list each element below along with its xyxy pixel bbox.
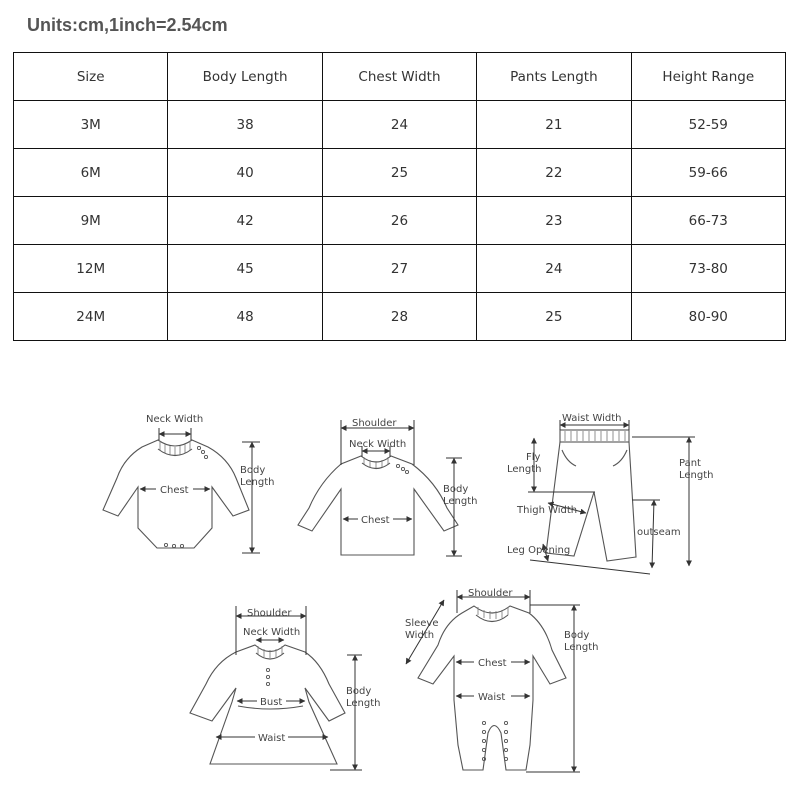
label-sleeve-width: Sleeve [405,618,439,629]
cell-pants-length: 21 [477,101,631,149]
label-fly-length: Fly [526,452,541,463]
cell-chest-width: 27 [322,245,476,293]
table-row [14,101,786,149]
label-waist-width: Waist Width [562,413,622,424]
cell-size: 24M [14,293,168,341]
header-body-length: Body Length [168,53,322,101]
table-row [14,245,786,293]
label-chest: Chest [160,485,189,496]
label-neck-width: Neck Width [146,414,204,425]
label-shoulder: Shoulder [247,608,292,619]
label-pant-length: Pant [679,458,701,469]
label-outseam: outseam [637,527,681,538]
romper-outline [418,606,566,770]
cell-pants-length: 24 [477,245,631,293]
label-body-length-2: Length [346,698,381,709]
label-waist: Waist [258,733,286,744]
cell-size: 9M [14,197,168,245]
bodysuit-diagram [103,414,275,553]
units-note: Units:cm,1inch=2.54cm [27,15,228,35]
label-bust: Bust [260,697,283,708]
cell-body-length: 45 [168,245,322,293]
pants-outline [546,442,636,561]
cell-chest-width: 25 [322,149,476,197]
table-row [14,149,786,197]
label-neck-width: Neck Width [243,627,301,638]
label-body-length: Body [564,630,590,641]
label-body-length-2: Length [240,477,275,488]
cell-pants-length: 22 [477,149,631,197]
cell-size: 3M [14,101,168,149]
label-shoulder: Shoulder [352,418,397,429]
label-waist: Waist [478,692,506,703]
header-chest-width: Chest Width [322,53,476,101]
cell-chest-width: 24 [322,101,476,149]
pants-diagram [507,413,714,574]
cell-size: 12M [14,245,168,293]
label-body-length-2: Length [564,642,599,653]
measurement-diagrams [0,395,800,800]
table-row [14,293,786,341]
cell-height-range: 73-80 [631,245,785,293]
label-body-length: Body [443,484,469,495]
cell-chest-width: 28 [322,293,476,341]
dress-diagram [190,606,381,770]
cell-body-length: 38 [168,101,322,149]
table-header-row [14,53,786,101]
table-row [14,197,786,245]
cell-height-range: 52-59 [631,101,785,149]
size-chart-table [13,52,786,341]
label-thigh-width: Thigh Width [517,505,578,516]
cell-body-length: 48 [168,293,322,341]
label-chest: Chest [361,515,390,526]
cell-height-range: 66-73 [631,197,785,245]
label-shoulder: Shoulder [468,588,513,599]
cell-size: 6M [14,149,168,197]
cell-body-length: 42 [168,197,322,245]
label-body-length-2: Length [443,496,478,507]
cell-chest-width: 26 [322,197,476,245]
romper-diagram [405,588,599,772]
header-pants-length: Pants Length [477,53,631,101]
cell-pants-length: 23 [477,197,631,245]
label-fly-length-2: Length [507,464,542,475]
header-height-range: Height Range [631,53,785,101]
header-size: Size [14,53,168,101]
cell-height-range: 59-66 [631,149,785,197]
cell-pants-length: 25 [477,293,631,341]
label-body-length: Body [346,686,372,697]
label-chest: Chest [478,658,507,669]
label-body-length: Body [240,465,266,476]
top-outline [298,456,458,555]
top-diagram [298,418,478,556]
label-leg-opening: Leg Opening [507,545,571,556]
label-sleeve-width-2: Width [405,630,435,641]
cell-height-range: 80-90 [631,293,785,341]
cell-body-length: 40 [168,149,322,197]
label-pant-length-2: Length [679,470,714,481]
label-neck-width: Neck Width [349,439,407,450]
